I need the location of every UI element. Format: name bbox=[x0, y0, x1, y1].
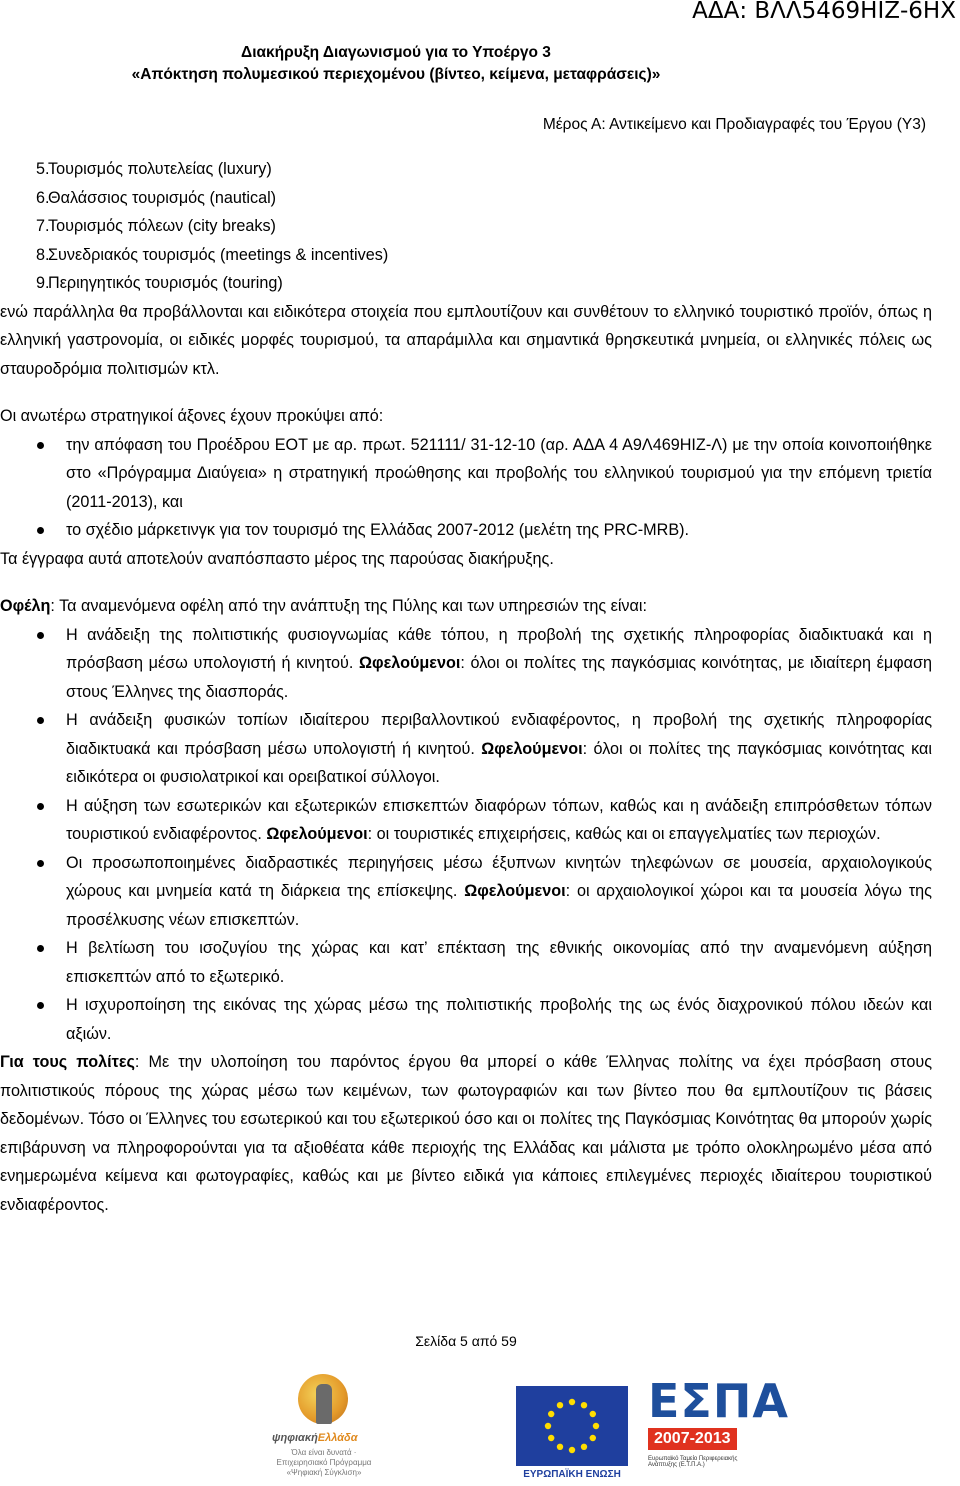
paragraph-tourism-product: ενώ παράλληλα θα προβάλλονται και ειδικότερα στοιχεία που εμπλουτίζουν και συνθέτουν το ελληνικό τουριστικό προϊόν, όπως η ελληνική γαστρονομία, οι ειδικές μορφές τουρισμού, τα απαράμιλλα και σημαντικά θρησκευτικά μνημεία, οι ελληνικές πόλεις ως σταυροδρόμια πολιτισμών κτλ. bbox=[0, 302, 932, 378]
citizens-paragraph bbox=[0, 1048, 932, 1219]
citizens-label: Για τους πολίτες bbox=[0, 1053, 135, 1071]
beneficiaries-label: Ωφελούμενοι bbox=[464, 882, 566, 900]
list-number: 7. bbox=[36, 217, 50, 235]
benefit-item bbox=[0, 706, 932, 792]
benefit-item bbox=[0, 792, 932, 849]
eu-stars-icon bbox=[516, 1386, 628, 1466]
list-text: Περιηγητικός τουρισμός (touring) bbox=[48, 274, 283, 292]
list-number: 5. bbox=[36, 160, 50, 178]
benefits-intro-text: : Τα αναμενόμενα οφέλη από την ανάπτυξη της Πύλης και των υπηρεσιών της είναι: bbox=[50, 597, 647, 615]
espa-word: ΕΣΠΑ bbox=[648, 1374, 789, 1428]
list-number: 9. bbox=[36, 274, 50, 292]
benefit-text: Η ανάδειξη της πολιτιστικής φυσιογνωμίας κάθε τόπου, η προβολή της σχετικής πληροφορίας διαδικτυακά και η πρόσβαση μέσω υπολογιστή ή κινητού. bbox=[66, 625, 932, 672]
bullet-item: την απόφαση του Προέδρου ΕΟΤ με αρ. πρωτ. 521111/ 31-12-10 (αρ. ΑΔΑ 4 Α9Λ469ΗΙΖ-Λ) με την οποία κοινοποιήθηκε στο «Πρόγραμμα Διαύγεια» η στρατηγική προώθησης και προβολής του ελληνικού τουρισμού για την επόμενη τριετία (2011-2013), και bbox=[0, 431, 932, 517]
benefit-item bbox=[0, 849, 932, 935]
benefit-text: Η αύξηση των εσωτερικών και εξωτερικών επισκεπτών διαφόρων τόπων, καθώς και η ανάδειξη επιπρόσθετων τόπων τουριστικού ενδιαφέροντος. bbox=[66, 796, 932, 843]
list-text: Τουρισμός πόλεων (city breaks) bbox=[48, 217, 276, 235]
axes-bullets bbox=[0, 431, 932, 545]
benefit-text: Η ισχυροποίηση της εικόνας της χώρας μέσω της πολιτιστικής προβολής της ως ένός διαχρονικού πόλου ιδεών και αξιών. bbox=[66, 996, 932, 1043]
tourism-list bbox=[0, 155, 932, 298]
beneficiaries-text: : όλοι οι πολίτες της παγκόσμιας κοινότητας, με ιδιαίτερη έμφαση στους Έλληνες της διασποράς. bbox=[66, 654, 933, 701]
beneficiaries-text: : οι αρχαιολογικοί χώροι και τα μουσεία λόγω της προσέλκυσης νέων επισκεπτών. bbox=[66, 882, 932, 929]
benefit-text: Οι προσωποποιημένες διαδραστικές περιηγήσεις μέσω έξυπνων κινητών τηλεφώνων σε μουσεία, αρχαιολογικούς χώρους και μνημεία κατά τη διάρκεια της επίσκεψης. bbox=[66, 853, 932, 900]
espa-logo bbox=[648, 1374, 789, 1482]
benefits-list bbox=[0, 621, 932, 1049]
list-item bbox=[0, 212, 932, 241]
benefit-item bbox=[0, 991, 932, 1048]
benefit-text: Η ανάδειξη φυσικών τοπίων ιδιαίτερου περιβαλλοντικού ενδιαφέροντος, η προβολή της σχετικής πληροφορίας διαδικτυακά και πρόσβαση μέσω υπολογιστή ή κινητού. bbox=[66, 711, 932, 758]
eu-label: ΕΥΡΩΠΑΪΚΗ ΕΝΩΣΗ bbox=[523, 1469, 621, 1480]
list-number: 8. bbox=[36, 245, 50, 264]
list-item bbox=[0, 184, 932, 213]
benefits-label: Οφέλη bbox=[0, 597, 51, 615]
beneficiaries-label: Ωφελούμενοι bbox=[359, 654, 461, 672]
list-text: Συνεδριακός τουρισμός (meetings & incentives) bbox=[48, 245, 389, 264]
eu-logo bbox=[516, 1386, 628, 1482]
footer-logos bbox=[0, 1370, 960, 1486]
digital-greece-logo bbox=[268, 1374, 380, 1486]
digital-greece-brand bbox=[272, 1432, 358, 1444]
beneficiaries-text: : όλοι οι πολίτες της παγκόσμιας κοινότητας και ειδικότερα οι φυσιολατρικοί και ορειβατικοί σύλλογοι. bbox=[66, 739, 932, 786]
figure-icon bbox=[316, 1384, 332, 1424]
document-header bbox=[0, 42, 792, 86]
benefit-item bbox=[0, 621, 932, 707]
list-item bbox=[0, 155, 932, 184]
part-label: Μέρος Α: Αντικείμενο και Προδιαγραφές του Έργου (Υ3) bbox=[542, 116, 926, 133]
benefit-item bbox=[0, 934, 932, 991]
brand-prefix: ψηφιακή bbox=[272, 1432, 318, 1444]
axes-closing: Τα έγγραφα αυτά αποτελούν αναπόσπαστο μέρος της παρούσας διακήρυξης. bbox=[0, 549, 554, 568]
list-number: 6. bbox=[36, 188, 50, 207]
espa-years: 2007-2013 bbox=[648, 1428, 737, 1450]
citizens-text: : Με την υλοποίηση του παρόντος έργου θα μπορεί ο κάθε Έλληνας πολίτης να έχει πρόσβαση στους πολιτιστικούς πόρους της χώρας μέσω των κειμένων, των φωτογραφιών και των βίντεο που θα εμπλουτίζουν τις βάσεις δεδομένων. Τόσο οι Έλληνες του εσωτερικού και του εξωτερικού όσο και οι πολίτες της Παγκόσμιας Κοινότητας θα μπορούν χωρίς επιβάρυνση να πληροφορούνται για τα αξιοθέατα κάθε περιοχής της Ελλάδας και μάλιστα με τρόπο ολοκληρωμένο μέσα από ενημερωμένα κείμενα και φωτογραφίες, καθώς και με βίντεο ειδικά για κάποιες επιλεγμένες περιοχές ιδιαίτερου τουριστικού ενδιαφέροντος. bbox=[0, 1053, 932, 1214]
document-body bbox=[0, 155, 932, 1219]
list-text: Θαλάσσιος τουρισμός (nautical) bbox=[48, 188, 277, 207]
benefits-intro bbox=[0, 592, 932, 621]
bullet-item: το σχέδιο μάρκετινγκ για τον τουρισμό της Ελλάδας 2007-2012 (μελέτη της PRC-MRB). bbox=[0, 516, 932, 545]
eu-flag-icon bbox=[516, 1386, 628, 1466]
header-line-1: Διακήρυξη Διαγωνισμού για το Υποέργο 3 bbox=[241, 44, 551, 61]
page-number: Σελίδα 5 από 59 bbox=[415, 1333, 517, 1349]
axes-intro: Οι ανωτέρω στρατηγικοί άξονες έχουν προκύψει από: bbox=[0, 407, 384, 425]
beneficiaries-label: Ωφελούμενοι bbox=[481, 739, 583, 758]
beneficiaries-label: Ωφελούμενοι bbox=[266, 825, 368, 843]
list-item bbox=[0, 269, 932, 298]
ada-code: ΑΔΑ: ΒΛΛ5469ΗΙΖ-6ΗΧ bbox=[692, 0, 956, 24]
header-line-2: «Απόκτηση πολυμεσικού περιεχομένου (βίντεο, κείμενα, μεταφράσεις)» bbox=[131, 66, 661, 83]
benefit-text: Η βελτίωση του ισοζυγίου της χώρας και κατ’ επέκταση της εθνικής οικονομίας από την αναμενόμενη αύξηση επισκεπτών από το εξωτερικό. bbox=[66, 939, 932, 986]
beneficiaries-text: : οι τουριστικές επιχειρήσεις, καθώς και οι επαγγελματίες των περιοχών. bbox=[367, 825, 881, 843]
espa-subtitle: Ευρωπαϊκό Ταμείο Περιφερειακής Ανάπτυξης (Ε.Τ.Π.Α.) bbox=[648, 1456, 738, 1468]
list-text: Τουρισμός πολυτελείας (luxury) bbox=[48, 160, 272, 178]
digital-greece-tagline: Όλα είναι δυνατά · Επιχειρησιακό Πρόγραμμα «Ψηφιακή Σύγκλιση» bbox=[276, 1448, 372, 1477]
brand-word: Ελλάδα bbox=[317, 1432, 358, 1444]
list-item bbox=[0, 241, 932, 270]
